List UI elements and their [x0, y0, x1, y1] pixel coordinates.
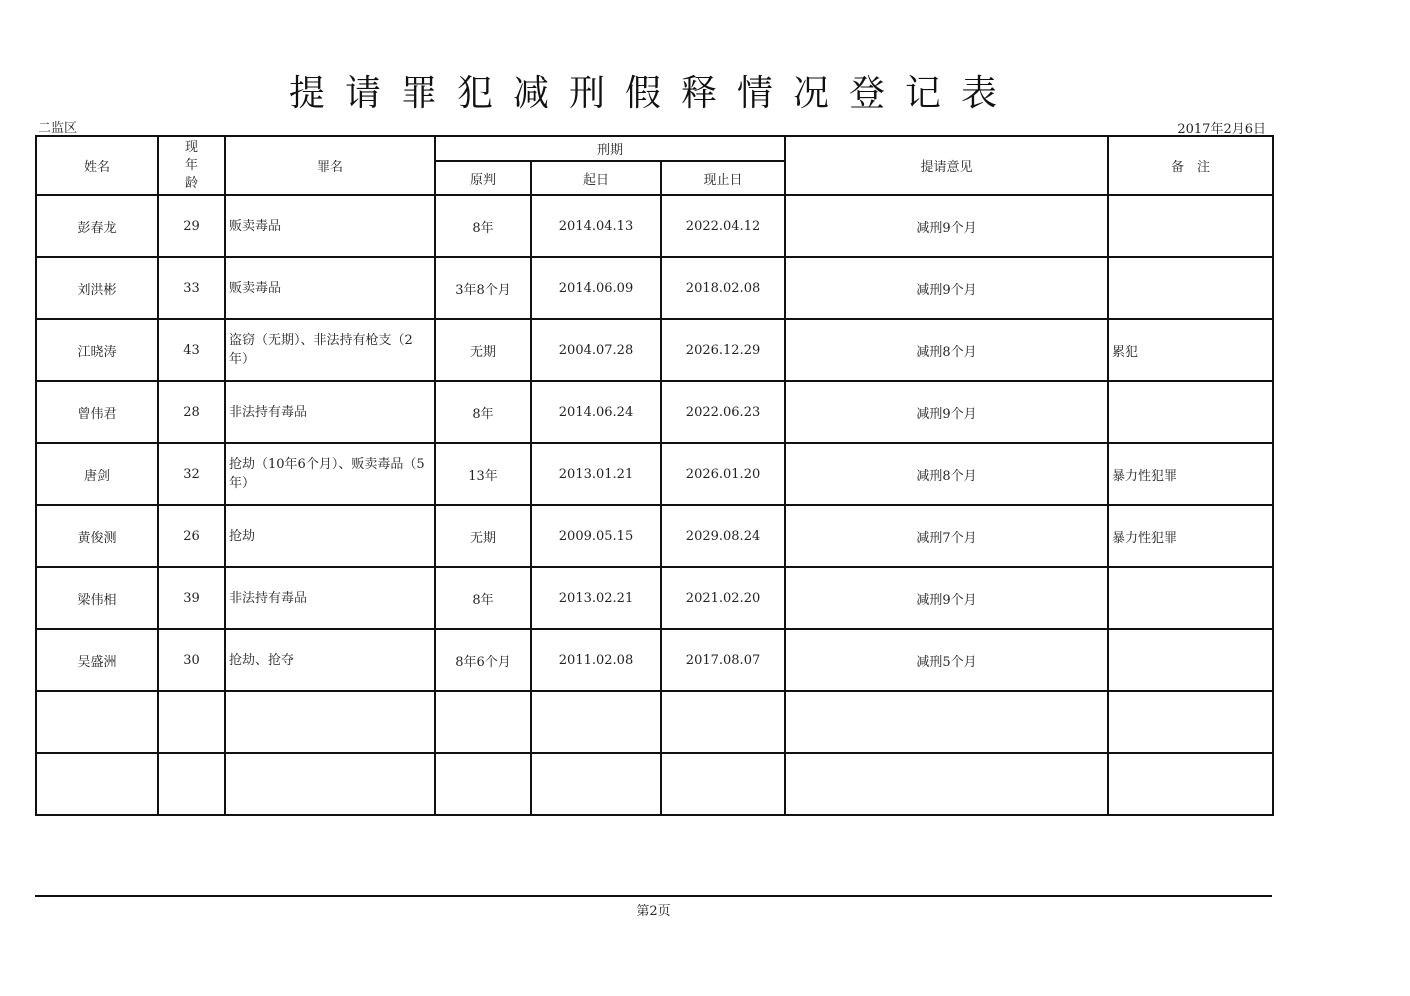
header-age-char-3: 龄	[184, 175, 198, 191]
registration-table	[35, 135, 1274, 816]
header-end: 现止日	[661, 161, 785, 195]
cell-age: 26	[158, 505, 225, 567]
table-row	[36, 319, 1273, 381]
cell-start: 2004.07.28	[531, 319, 661, 381]
cell-end: 2018.02.08	[661, 257, 785, 319]
cell-opinion	[785, 691, 1108, 753]
cell-end: 2022.06.23	[661, 381, 785, 443]
cell-name: 彭春龙	[36, 195, 158, 257]
header-name: 姓名	[36, 136, 158, 195]
cell-end	[661, 753, 785, 815]
cell-name: 吴盛洲	[36, 629, 158, 691]
cell-remark	[1108, 257, 1273, 319]
cell-age: 33	[158, 257, 225, 319]
cell-crime: 非法持有毒品	[225, 567, 435, 629]
cell-start: 2014.04.13	[531, 195, 661, 257]
cell-crime	[225, 691, 435, 753]
cell-end: 2021.02.20	[661, 567, 785, 629]
cell-remark	[1108, 567, 1273, 629]
cell-original: 3年8个月	[435, 257, 531, 319]
footer-divider	[35, 895, 1272, 897]
cell-start: 2014.06.09	[531, 257, 661, 319]
cell-age: 28	[158, 381, 225, 443]
cell-start: 2014.06.24	[531, 381, 661, 443]
cell-start	[531, 753, 661, 815]
header-opinion: 提请意见	[785, 136, 1108, 195]
cell-opinion	[785, 753, 1108, 815]
header-age	[158, 136, 225, 195]
table-row	[36, 505, 1273, 567]
cell-opinion: 减刑8个月	[785, 319, 1108, 381]
cell-crime: 贩卖毒品	[225, 257, 435, 319]
cell-remark: 累犯	[1108, 319, 1273, 381]
cell-name: 唐剑	[36, 443, 158, 505]
header-original: 原判	[435, 161, 531, 195]
cell-end	[661, 691, 785, 753]
cell-age: 29	[158, 195, 225, 257]
cell-original: 无期	[435, 319, 531, 381]
cell-name: 梁伟相	[36, 567, 158, 629]
table-row	[36, 629, 1273, 691]
table-row	[36, 567, 1273, 629]
cell-name	[36, 691, 158, 753]
table-row	[36, 257, 1273, 319]
header-age-char-2: 年	[184, 157, 198, 173]
cell-end: 2017.08.07	[661, 629, 785, 691]
cell-start: 2013.01.21	[531, 443, 661, 505]
cell-crime: 抢劫	[225, 505, 435, 567]
cell-remark	[1108, 691, 1273, 753]
cell-opinion: 减刑5个月	[785, 629, 1108, 691]
cell-opinion: 减刑9个月	[785, 257, 1108, 319]
cell-name: 曾伟君	[36, 381, 158, 443]
document-title: 提请罪犯减刑假释情况登记表	[288, 73, 1017, 114]
cell-start: 2011.02.08	[531, 629, 661, 691]
cell-end: 2022.04.12	[661, 195, 785, 257]
table-row	[36, 443, 1273, 505]
cell-age	[158, 753, 225, 815]
cell-remark	[1108, 195, 1273, 257]
cell-name: 江晓涛	[36, 319, 158, 381]
header-crime: 罪名	[225, 136, 435, 195]
table-row-empty	[36, 753, 1273, 815]
cell-age	[158, 691, 225, 753]
cell-age: 43	[158, 319, 225, 381]
table-row	[36, 195, 1273, 257]
cell-original: 8年	[435, 567, 531, 629]
cell-original: 8年	[435, 381, 531, 443]
cell-remark: 暴力性犯罪	[1108, 505, 1273, 567]
department-label: 二监区	[38, 121, 78, 136]
cell-end: 2026.01.20	[661, 443, 785, 505]
cell-name: 刘洪彬	[36, 257, 158, 319]
cell-crime: 盗窃（无期）、非法持有枪支（2年）	[225, 319, 435, 381]
cell-original: 无期	[435, 505, 531, 567]
table-row	[36, 381, 1273, 443]
cell-opinion: 减刑8个月	[785, 443, 1108, 505]
header-start: 起日	[531, 161, 661, 195]
cell-original: 13年	[435, 443, 531, 505]
cell-original	[435, 691, 531, 753]
header-age-char-1: 现	[184, 139, 198, 155]
cell-age: 39	[158, 567, 225, 629]
cell-end: 2026.12.29	[661, 319, 785, 381]
cell-crime: 抢劫、抢夺	[225, 629, 435, 691]
cell-crime: 非法持有毒品	[225, 381, 435, 443]
cell-start: 2009.05.15	[531, 505, 661, 567]
document-date: 2017年2月6日	[1177, 122, 1266, 137]
cell-start	[531, 691, 661, 753]
table-row-empty	[36, 691, 1273, 753]
header-term-group: 刑期	[435, 136, 785, 161]
cell-name	[36, 753, 158, 815]
cell-original: 8年	[435, 195, 531, 257]
cell-opinion: 减刑9个月	[785, 567, 1108, 629]
cell-start: 2013.02.21	[531, 567, 661, 629]
page-number: 第2页	[636, 904, 671, 919]
cell-crime: 抢劫（10年6个月）、贩卖毒品（5年）	[225, 443, 435, 505]
cell-original: 8年6个月	[435, 629, 531, 691]
cell-opinion: 减刑9个月	[785, 195, 1108, 257]
cell-remark	[1108, 381, 1273, 443]
cell-remark: 暴力性犯罪	[1108, 443, 1273, 505]
cell-original	[435, 753, 531, 815]
cell-name: 黄俊测	[36, 505, 158, 567]
cell-remark	[1108, 629, 1273, 691]
cell-opinion: 减刑7个月	[785, 505, 1108, 567]
header-remark: 备 注	[1108, 136, 1273, 195]
cell-age: 30	[158, 629, 225, 691]
cell-opinion: 减刑9个月	[785, 381, 1108, 443]
cell-end: 2029.08.24	[661, 505, 785, 567]
cell-remark	[1108, 753, 1273, 815]
cell-crime: 贩卖毒品	[225, 195, 435, 257]
cell-age: 32	[158, 443, 225, 505]
cell-crime	[225, 753, 435, 815]
